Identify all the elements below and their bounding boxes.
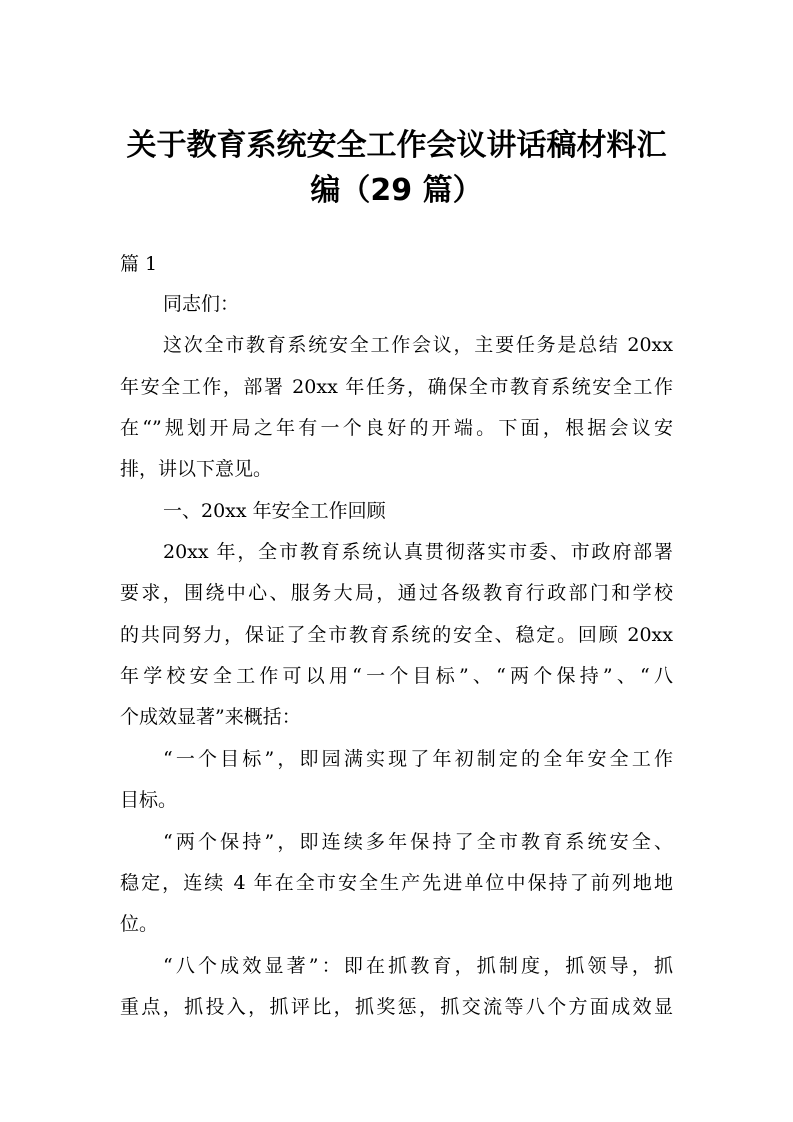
paragraph-line: 重点，抓投入，抓评比，抓奖惩，抓交流等八个方面成效显 — [120, 996, 673, 1018]
paragraph-line: 排，讲以下意见。 — [120, 458, 273, 480]
paragraph-line: “两个保持”，即连续多年保持了全市教育系统安全、 — [163, 831, 673, 853]
salutation: 同志们： — [163, 293, 240, 315]
paragraph-line: 个成效显著”来概括： — [120, 706, 301, 728]
paragraph-line: 的共同努力，保证了全市教育系统的安全、稳定。回顾 20xx — [120, 624, 673, 646]
paragraph-line: 20xx 年，全市教育系统认真贯彻落实市委、市政府部署 — [163, 541, 673, 563]
paragraph-line: 位。 — [120, 913, 159, 935]
paragraph-line: 年学校安全工作可以用“一个目标”、“两个保持”、“八 — [120, 665, 673, 687]
paragraph-line: 这次全市教育系统安全工作会议，主要任务是总结 20xx — [163, 334, 673, 356]
paragraph-line: 在“”规划开局之年有一个良好的开端。下面，根据会议安 — [120, 417, 673, 439]
section-heading: 一、20xx 年安全工作回顾 — [163, 500, 386, 522]
paragraph-line: “一个目标”，即园满实现了年初制定的全年安全工作 — [163, 748, 673, 770]
paragraph-line: “八个成效显著”：即在抓教育，抓制度，抓领导，抓 — [163, 955, 673, 977]
section-label: 篇 1 — [120, 253, 158, 275]
paragraph-line: 要求，围绕中心、服务大局，通过各级教育行政部门和学校 — [120, 582, 673, 604]
paragraph-line: 年安全工作，部署 20xx 年任务，确保全市教育系统安全工作 — [120, 376, 673, 398]
document-title-line-1: 关于教育系统安全工作会议讲话稿材料汇 — [126, 128, 667, 163]
paragraph-line: 稳定，连续 4 年在全市安全生产先进单位中保持了前列地地 — [120, 872, 673, 894]
document-title-line-2: 编（29 篇） — [310, 173, 483, 208]
paragraph-line: 目标。 — [120, 789, 178, 811]
